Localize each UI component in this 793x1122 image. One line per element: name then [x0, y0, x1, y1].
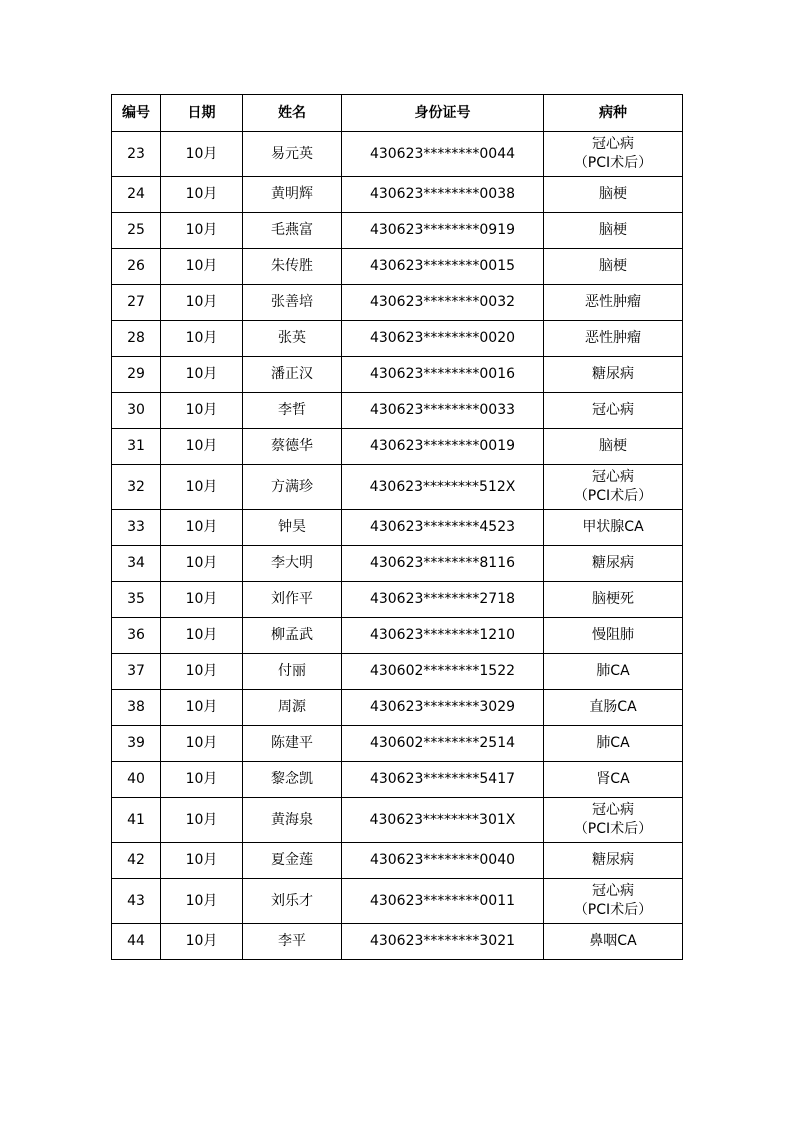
cell-name: 毛燕富 [243, 213, 342, 249]
cell-disease [544, 582, 683, 618]
table-row [112, 249, 683, 285]
cell-date: 10月 [161, 249, 243, 285]
cell-id-number: 430623********0019 [342, 429, 544, 465]
cell-date: 10月 [161, 879, 243, 924]
cell-date: 10月 [161, 843, 243, 879]
cell-id-number: 430602********1522 [342, 654, 544, 690]
cell-number: 25 [112, 213, 161, 249]
cell-number: 41 [112, 798, 161, 843]
cell-number: 36 [112, 618, 161, 654]
cell-disease [544, 798, 683, 843]
disease-line: 直肠CA [589, 699, 637, 715]
table-row [112, 213, 683, 249]
cell-name: 张善培 [243, 285, 342, 321]
cell-number: 26 [112, 249, 161, 285]
table-row [112, 510, 683, 546]
cell-name: 李大明 [243, 546, 342, 582]
cell-id-number: 430623********5417 [342, 762, 544, 798]
table-row [112, 357, 683, 393]
cell-name: 黄明辉 [243, 177, 342, 213]
cell-id-number: 430623********1210 [342, 618, 544, 654]
cell-name: 张英 [243, 321, 342, 357]
cell-number: 35 [112, 582, 161, 618]
cell-disease [544, 654, 683, 690]
cell-date: 10月 [161, 690, 243, 726]
disease-line: 脑梗 [599, 438, 627, 454]
cell-number: 33 [112, 510, 161, 546]
table-row [112, 393, 683, 429]
disease-line: 冠心病 [592, 469, 634, 485]
cell-disease [544, 321, 683, 357]
table-row [112, 726, 683, 762]
cell-id-number: 430623********0016 [342, 357, 544, 393]
table-row [112, 924, 683, 960]
table-row [112, 465, 683, 510]
cell-name: 夏金莲 [243, 843, 342, 879]
cell-number: 38 [112, 690, 161, 726]
cell-disease [544, 762, 683, 798]
table-row [112, 132, 683, 177]
cell-id-number: 430623********0020 [342, 321, 544, 357]
table-header [112, 95, 683, 132]
cell-name: 黎念凯 [243, 762, 342, 798]
cell-name: 方满珍 [243, 465, 342, 510]
cell-name: 易元英 [243, 132, 342, 177]
table-row [112, 843, 683, 879]
disease-line: 脑梗 [599, 258, 627, 274]
table-row [112, 429, 683, 465]
disease-line: 冠心病 [592, 802, 634, 818]
cell-name: 潘正汉 [243, 357, 342, 393]
header-id-number: 身份证号 [342, 95, 544, 132]
table-row [112, 762, 683, 798]
cell-disease [544, 726, 683, 762]
header-name: 姓名 [243, 95, 342, 132]
cell-number: 29 [112, 357, 161, 393]
disease-line: （PCI术后） [573, 902, 653, 918]
table-row [112, 321, 683, 357]
table-row [112, 654, 683, 690]
cell-number: 30 [112, 393, 161, 429]
cell-date: 10月 [161, 582, 243, 618]
header-date: 日期 [161, 95, 243, 132]
cell-disease [544, 879, 683, 924]
disease-line: 冠心病 [592, 883, 634, 899]
cell-number: 39 [112, 726, 161, 762]
disease-line: （PCI术后） [573, 821, 653, 837]
cell-id-number: 430623********0011 [342, 879, 544, 924]
disease-line: 恶性肿瘤 [585, 294, 641, 310]
cell-id-number: 430623********0032 [342, 285, 544, 321]
cell-id-number: 430623********4523 [342, 510, 544, 546]
cell-id-number: 430623********0040 [342, 843, 544, 879]
disease-line: 糖尿病 [592, 366, 634, 382]
table-row [112, 690, 683, 726]
disease-line: 冠心病 [592, 402, 634, 418]
cell-name: 陈建平 [243, 726, 342, 762]
cell-name: 付丽 [243, 654, 342, 690]
cell-disease [544, 132, 683, 177]
cell-id-number: 430623********0038 [342, 177, 544, 213]
cell-id-number: 430623********3029 [342, 690, 544, 726]
cell-id-number: 430623********0015 [342, 249, 544, 285]
cell-date: 10月 [161, 726, 243, 762]
table-row [112, 879, 683, 924]
header-disease: 病种 [544, 95, 683, 132]
cell-id-number: 430623********512X [342, 465, 544, 510]
cell-number: 42 [112, 843, 161, 879]
cell-disease [544, 177, 683, 213]
cell-disease [544, 249, 683, 285]
cell-id-number: 430623********3021 [342, 924, 544, 960]
disease-line: 肾CA [596, 771, 630, 787]
disease-line: 脑梗 [599, 222, 627, 238]
cell-number: 24 [112, 177, 161, 213]
header-row [112, 95, 683, 132]
cell-disease [544, 510, 683, 546]
cell-date: 10月 [161, 132, 243, 177]
cell-id-number: 430623********2718 [342, 582, 544, 618]
cell-id-number: 430623********0033 [342, 393, 544, 429]
cell-date: 10月 [161, 546, 243, 582]
cell-disease [544, 465, 683, 510]
table-row [112, 546, 683, 582]
disease-line: 糖尿病 [592, 852, 634, 868]
cell-date: 10月 [161, 285, 243, 321]
cell-id-number: 430623********0044 [342, 132, 544, 177]
cell-disease [544, 213, 683, 249]
table-row [112, 798, 683, 843]
cell-number: 44 [112, 924, 161, 960]
cell-id-number: 430602********2514 [342, 726, 544, 762]
disease-line: （PCI术后） [573, 155, 653, 171]
disease-line: 脑梗 [599, 186, 627, 202]
cell-date: 10月 [161, 321, 243, 357]
disease-line: 肺CA [596, 663, 630, 679]
cell-date: 10月 [161, 429, 243, 465]
cell-name: 钟昊 [243, 510, 342, 546]
cell-date: 10月 [161, 654, 243, 690]
cell-date: 10月 [161, 798, 243, 843]
cell-number: 28 [112, 321, 161, 357]
records-table [111, 94, 683, 960]
cell-id-number: 430623********8116 [342, 546, 544, 582]
cell-disease [544, 690, 683, 726]
cell-name: 蔡德华 [243, 429, 342, 465]
disease-line: 脑梗死 [592, 591, 634, 607]
cell-date: 10月 [161, 393, 243, 429]
cell-disease [544, 618, 683, 654]
header-number: 编号 [112, 95, 161, 132]
cell-number: 23 [112, 132, 161, 177]
cell-name: 周源 [243, 690, 342, 726]
cell-date: 10月 [161, 213, 243, 249]
cell-name: 刘作平 [243, 582, 342, 618]
table-row [112, 582, 683, 618]
cell-disease [544, 393, 683, 429]
table-row [112, 285, 683, 321]
cell-date: 10月 [161, 510, 243, 546]
cell-name: 柳孟武 [243, 618, 342, 654]
cell-name: 刘乐才 [243, 879, 342, 924]
cell-number: 31 [112, 429, 161, 465]
cell-disease [544, 285, 683, 321]
disease-line: 糖尿病 [592, 555, 634, 571]
cell-date: 10月 [161, 618, 243, 654]
cell-number: 34 [112, 546, 161, 582]
cell-number: 32 [112, 465, 161, 510]
cell-name: 李平 [243, 924, 342, 960]
cell-number: 27 [112, 285, 161, 321]
cell-disease [544, 546, 683, 582]
cell-disease [544, 843, 683, 879]
disease-line: 冠心病 [592, 136, 634, 152]
cell-id-number: 430623********0919 [342, 213, 544, 249]
cell-date: 10月 [161, 465, 243, 510]
cell-date: 10月 [161, 924, 243, 960]
table-row [112, 618, 683, 654]
disease-line: 恶性肿瘤 [585, 330, 641, 346]
cell-date: 10月 [161, 357, 243, 393]
cell-number: 37 [112, 654, 161, 690]
table-body [112, 132, 683, 960]
cell-disease [544, 429, 683, 465]
cell-id-number: 430623********301X [342, 798, 544, 843]
cell-name: 朱传胜 [243, 249, 342, 285]
cell-disease [544, 357, 683, 393]
table-row [112, 177, 683, 213]
disease-line: 甲状腺CA [582, 519, 644, 535]
disease-line: 肺CA [596, 735, 630, 751]
cell-name: 李哲 [243, 393, 342, 429]
cell-number: 43 [112, 879, 161, 924]
disease-line: （PCI术后） [573, 488, 653, 504]
cell-date: 10月 [161, 177, 243, 213]
cell-number: 40 [112, 762, 161, 798]
cell-disease [544, 924, 683, 960]
disease-line: 慢阻肺 [592, 627, 634, 643]
cell-date: 10月 [161, 762, 243, 798]
cell-name: 黄海泉 [243, 798, 342, 843]
disease-line: 鼻咽CA [589, 933, 637, 949]
